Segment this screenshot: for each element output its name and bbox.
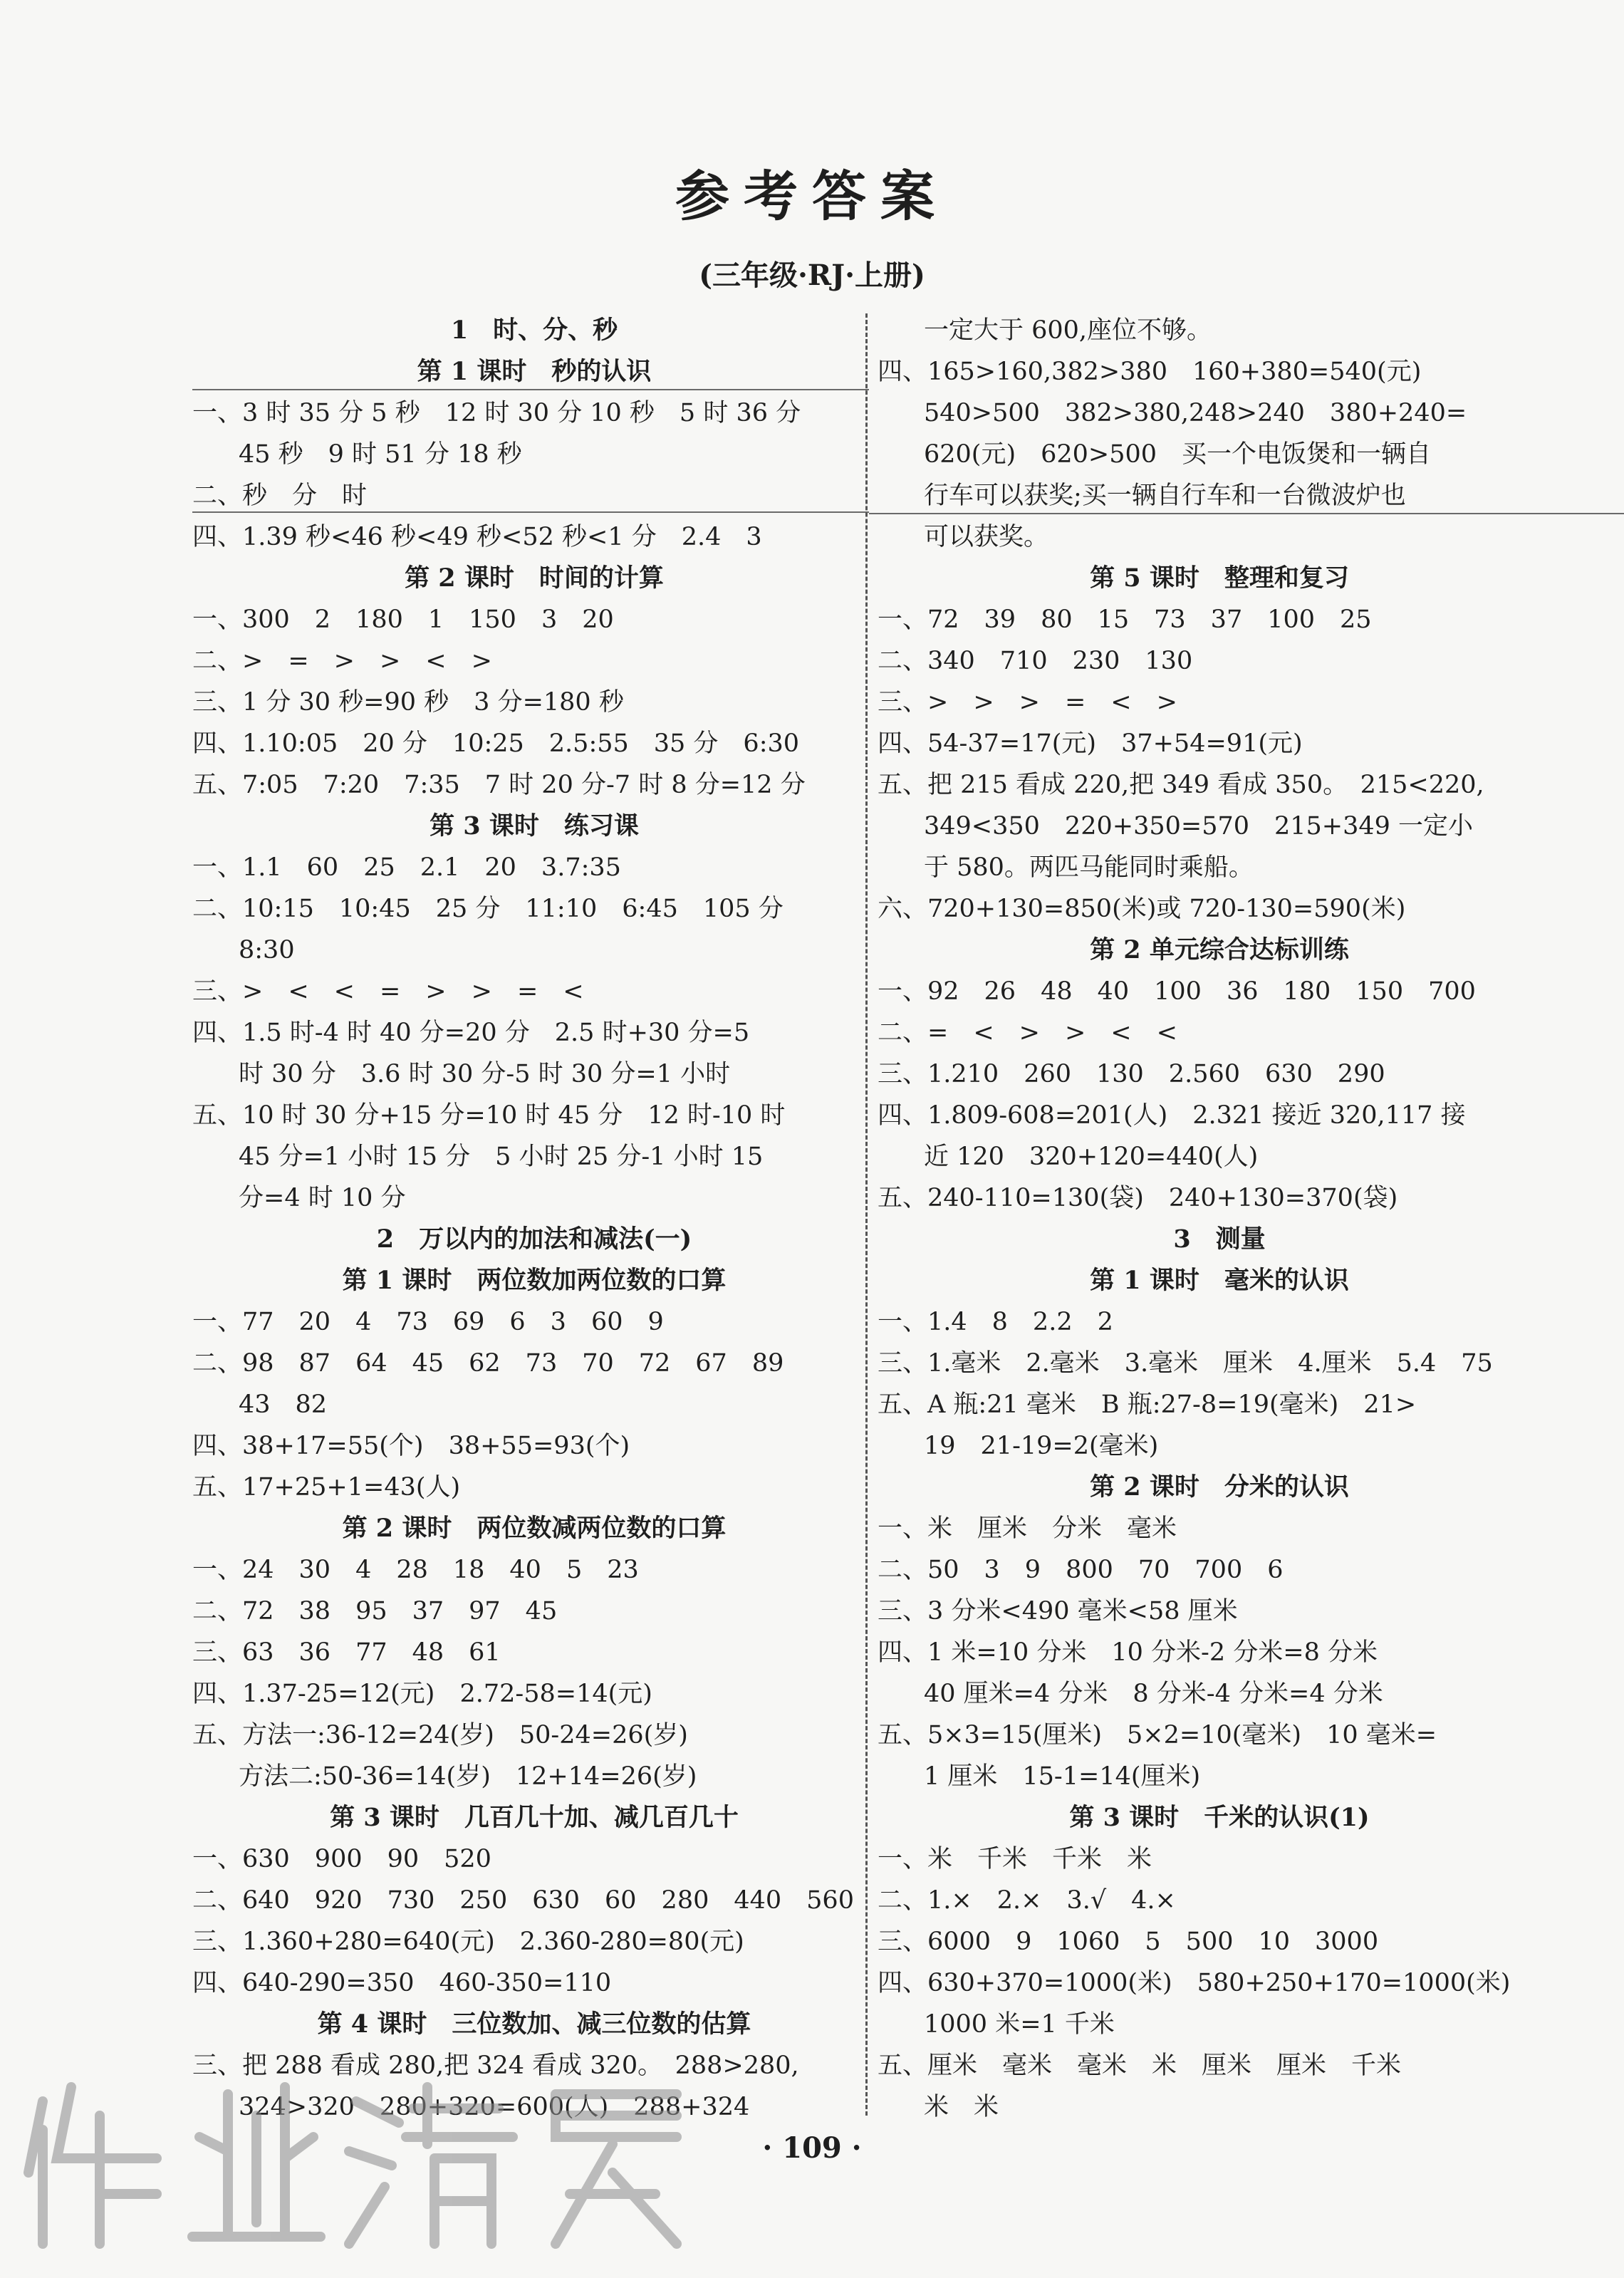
section-heading: 1 时、分、秒: [450, 316, 618, 345]
answer-line: 540>500 382>380,248>240 380+240=: [924, 399, 1467, 427]
section-heading: 第 2 课时 分米的认识: [1090, 1472, 1349, 1502]
answer-line: 五、A 瓶:21 毫米 B 瓶:27-8=19(毫米) 21>: [878, 1390, 1417, 1419]
left-column: [192, 310, 876, 2128]
answer-line: 二、秒 分 时: [192, 482, 368, 510]
answer-line: 1 厘米 15-1=14(厘米): [924, 1762, 1201, 1791]
answer-line: 三、1.210 260 130 2.560 630 290: [878, 1060, 1385, 1088]
answer-line: 一、1.4 8 2.2 2: [878, 1308, 1113, 1336]
section-heading: 第 1 课时 秒的认识: [417, 357, 652, 386]
answer-line: 二、10:15 10:45 25 分 11:10 6:45 105 分: [192, 895, 784, 923]
answer-line: 五、10 时 30 分+15 分=10 时 45 分 12 时-10 时: [192, 1101, 786, 1130]
answer-line: 五、把 215 看成 220,把 349 看成 350。 215<220,: [878, 771, 1484, 799]
section-heading: 第 2 课时 时间的计算: [405, 563, 664, 593]
answer-line: 方法二:50-36=14(岁) 12+14=26(岁): [239, 1762, 697, 1791]
section-heading: 第 3 课时 几百几十加、减几百几十: [330, 1803, 739, 1832]
answer-line: 近 120 320+120=440(人): [924, 1143, 1259, 1171]
answer-line: 一、92 26 48 40 100 36 180 150 700: [878, 977, 1476, 1006]
section-heading: 第 4 课时 三位数加、减三位数的估算: [317, 2009, 751, 2039]
answer-line: 二、50 3 9 800 70 700 6: [878, 1556, 1284, 1584]
answer-line: 三、> < < = > > = <: [192, 977, 584, 1006]
answer-line: 一、3 时 35 分 5 秒 12 时 30 分 10 秒 5 时 36 分: [192, 399, 801, 427]
answer-line: 四、630+370=1000(米) 580+250+170=1000(米): [878, 1969, 1511, 1997]
section-heading: 第 1 课时 两位数加两位数的口算: [342, 1266, 727, 1295]
answer-line: 二、1.× 2.× 3.√ 4.×: [878, 1886, 1176, 1915]
answer-line: 二、98 87 64 45 62 73 70 72 67 89: [192, 1349, 784, 1378]
page-number: · 109 ·: [762, 2131, 862, 2165]
answer-line: 一、米 厘米 分米 毫米: [878, 1514, 1177, 1543]
section-heading: 2 万以内的加法和减法(一): [376, 1224, 692, 1254]
answer-line: 四、1.39 秒<46 秒<49 秒<52 秒<1 分 2.4 3: [192, 523, 762, 551]
section-heading: 第 3 课时 千米的认识(1): [1069, 1803, 1370, 1832]
answer-line: 三、6000 9 1060 5 500 10 3000: [878, 1928, 1379, 1956]
answer-line: 行车可以获奖;买一辆自行车和一台微波炉也: [924, 482, 1406, 510]
answer-line: 二、72 38 95 37 97 45: [192, 1597, 558, 1626]
answer-line: 349<350 220+350=570 215+349 一定小: [924, 812, 1474, 841]
answer-line: 二、640 920 730 250 630 60 280 440 560: [192, 1886, 854, 1915]
answer-line: 620(元) 620>500 买一个电饭煲和一辆自: [924, 440, 1432, 469]
answer-line: 五、7:05 7:20 7:35 7 时 20 分-7 时 8 分=12 分: [192, 771, 806, 799]
answer-line: 40 厘米=4 分米 8 分米-4 分米=4 分米: [924, 1680, 1383, 1708]
answer-line: 三、63 36 77 48 61: [192, 1638, 501, 1667]
section-heading: 第 3 课时 练习课: [430, 811, 639, 841]
answer-line: 四、165>160,382>380 160+380=540(元): [878, 358, 1422, 386]
page-title: 参考答案: [675, 165, 949, 228]
answer-line: 时 30 分 3.6 时 30 分-5 时 30 分=1 小时: [239, 1060, 731, 1088]
answer-line: 四、38+17=55(个) 38+55=93(个): [192, 1432, 630, 1460]
answer-line: 五、240-110=130(袋) 240+130=370(袋): [878, 1184, 1398, 1212]
section-heading: 3 测量: [1173, 1224, 1266, 1254]
answer-line: 六、720+130=850(米)或 720-130=590(米): [878, 895, 1406, 923]
answer-line: 五、5×3=15(厘米) 5×2=10(毫米) 10 毫米=: [878, 1721, 1437, 1749]
answer-line: 四、1.37-25=12(元) 2.72-58=14(元): [192, 1680, 652, 1708]
answer-line: 45 分=1 小时 15 分 5 小时 25 分-1 小时 15: [239, 1143, 764, 1171]
answer-line: 一、24 30 4 28 18 40 5 23: [192, 1556, 639, 1584]
answer-line: 四、1.5 时-4 时 40 分=20 分 2.5 时+30 分=5: [192, 1019, 750, 1047]
answer-line: 可以获奖。: [924, 523, 1049, 551]
answer-line: 一、300 2 180 1 150 3 20: [192, 605, 614, 634]
page-subtitle: (三年级·RJ·上册): [699, 259, 925, 292]
answer-line: 四、640-290=350 460-350=110: [192, 1969, 612, 1997]
answer-line: 四、1.809-608=201(人) 2.321 接近 320,117 接: [878, 1101, 1466, 1130]
section-heading: 第 5 课时 整理和复习: [1090, 563, 1349, 593]
answer-line: 三、1.毫米 2.毫米 3.毫米 厘米 4.厘米 5.4 75: [878, 1349, 1493, 1378]
answer-line: 三、把 288 看成 280,把 324 看成 320。 288>280,: [192, 2051, 799, 2080]
answer-line: 五、17+25+1=43(人): [192, 1473, 461, 1502]
answer-line: 米 米: [924, 2093, 999, 2121]
answer-line: 二、= < > > < <: [878, 1019, 1177, 1047]
answer-line: 一、630 900 90 520: [192, 1845, 491, 1873]
answer-line: 45 秒 9 时 51 分 18 秒: [239, 440, 522, 469]
right-column: [878, 310, 1561, 2128]
answer-line: 三、1.360+280=640(元) 2.360-280=80(元): [192, 1928, 744, 1956]
section-heading: 第 2 单元综合达标训练: [1090, 935, 1349, 964]
answer-line: 19 21-19=2(毫米): [924, 1432, 1159, 1460]
answer-line: 三、> > > = < >: [878, 688, 1177, 717]
section-heading: 第 2 课时 两位数减两位数的口算: [342, 1514, 727, 1543]
answer-line: 四、1 米=10 分米 10 分米-2 分米=8 分米: [878, 1638, 1378, 1667]
answer-line: 于 580。两匹马能同时乘船。: [924, 853, 1254, 882]
answer-line: 43 82: [239, 1390, 328, 1419]
answer-line: 一、77 20 4 73 69 6 3 60 9: [192, 1308, 664, 1336]
section-heading: 第 1 课时 毫米的认识: [1090, 1266, 1349, 1295]
answer-line: 324>320 280+320=600(人) 288+324: [239, 2093, 750, 2121]
answer-line: 8:30: [239, 936, 295, 964]
answer-line: 一、米 千米 千米 米: [878, 1845, 1152, 1873]
answer-line: 五、厘米 毫米 毫米 米 厘米 厘米 千米: [878, 2051, 1402, 2080]
answer-line: 一定大于 600,座位不够。: [924, 316, 1212, 345]
answer-line: 一、72 39 80 15 73 37 100 25: [878, 605, 1372, 634]
answer-line: 二、> = > > < >: [192, 647, 492, 675]
answer-line: 二、340 710 230 130: [878, 647, 1193, 675]
column-divider: [865, 313, 868, 2116]
answer-line: 三、1 分 30 秒=90 秒 3 分=180 秒: [192, 688, 624, 717]
answer-line: 四、54-37=17(元) 37+54=91(元): [878, 729, 1303, 758]
answer-line: 分=4 时 10 分: [239, 1184, 406, 1212]
answer-line: 五、方法一:36-12=24(岁) 50-24=26(岁): [192, 1721, 688, 1749]
answer-line: 1000 米=1 千米: [924, 2010, 1115, 2039]
answer-line: 一、1.1 60 25 2.1 20 3.7:35: [192, 853, 621, 882]
answer-line: 三、3 分米<490 毫米<58 厘米: [878, 1597, 1238, 1626]
answer-line: 四、1.10:05 20 分 10:25 2.5:55 35 分 6:30: [192, 729, 800, 758]
